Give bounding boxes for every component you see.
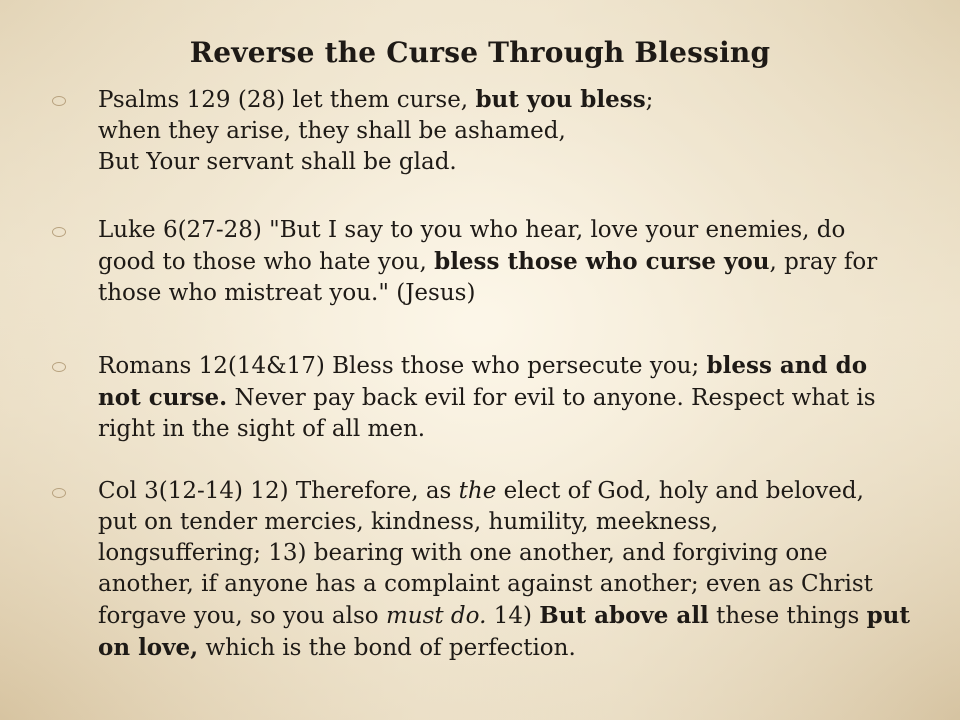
text-line: [98, 632, 928, 664]
text-line: [98, 84, 928, 116]
text-run: forgave you, so you also: [98, 603, 386, 629]
text-run: Luke 6(27-28) "But I say to you who hear, love your enemies, do: [98, 217, 846, 243]
text-line: [98, 382, 928, 414]
bullet-item: [98, 476, 928, 664]
italic-text-run: must do.: [385, 603, 487, 629]
bullet-item: [98, 84, 928, 178]
text-line: [98, 350, 928, 382]
text-run: when they arise, they shall be ashamed,: [98, 118, 566, 144]
text-line: [98, 116, 928, 147]
bullet-circle-icon: [52, 362, 66, 372]
text-run: elect of God, holy and beloved,: [496, 478, 864, 504]
bold-text-run: put: [866, 602, 911, 629]
text-line: [98, 246, 928, 278]
text-run: ;: [645, 87, 654, 113]
text-line: [98, 215, 928, 246]
text-line: [98, 569, 928, 600]
bold-text-run: but you bless: [475, 86, 646, 113]
bullet-circle-icon: [52, 96, 66, 106]
bold-text-run: on love,: [98, 634, 199, 661]
text-line: [98, 507, 928, 538]
text-line: [98, 147, 928, 178]
text-line: [98, 476, 928, 507]
text-run: 14): [486, 603, 540, 629]
text-run: longsuffering; 13) bearing with one another, and forgiving one: [98, 540, 828, 566]
text-run: Col 3(12-14) 12) Therefore, as: [98, 478, 459, 504]
text-run: put on tender mercies, kindness, humility, meekness,: [98, 509, 719, 535]
bullet-circle-icon: [52, 227, 66, 237]
text-run: But Your servant shall be glad.: [98, 149, 457, 175]
bullet-item: [98, 215, 928, 309]
bold-text-run: But above all: [539, 602, 709, 629]
text-line: [98, 600, 928, 632]
bullet-item: [98, 350, 928, 445]
text-run: , pray for: [769, 249, 878, 275]
text-run: another, if anyone has a complaint against another; even as Christ: [98, 571, 873, 597]
italic-text-run: the: [458, 478, 497, 504]
text-run: these things: [708, 603, 867, 629]
text-run: good to those who hate you,: [98, 249, 435, 275]
text-run: Psalms 129 (28) let them curse,: [98, 87, 476, 113]
text-line: [98, 538, 928, 569]
text-run: Romans 12(14&17) Bless those who persecute you;: [98, 353, 707, 379]
bold-text-run: not curse.: [98, 384, 228, 411]
text-run: which is the bond of perfection.: [198, 635, 576, 661]
text-line: [98, 278, 928, 309]
text-run: those who mistreat you." (Jesus): [98, 280, 476, 306]
bold-text-run: bless and do: [706, 352, 868, 379]
text-run: right in the sight of all men.: [98, 416, 426, 442]
bullet-circle-icon: [52, 488, 66, 498]
bold-text-run: bless those who curse you: [434, 248, 770, 275]
text-run: Never pay back evil for evil to anyone. Respect what is: [227, 385, 876, 411]
slide-title: Reverse the Curse Through Blessing: [189, 36, 771, 69]
text-line: [98, 414, 928, 445]
